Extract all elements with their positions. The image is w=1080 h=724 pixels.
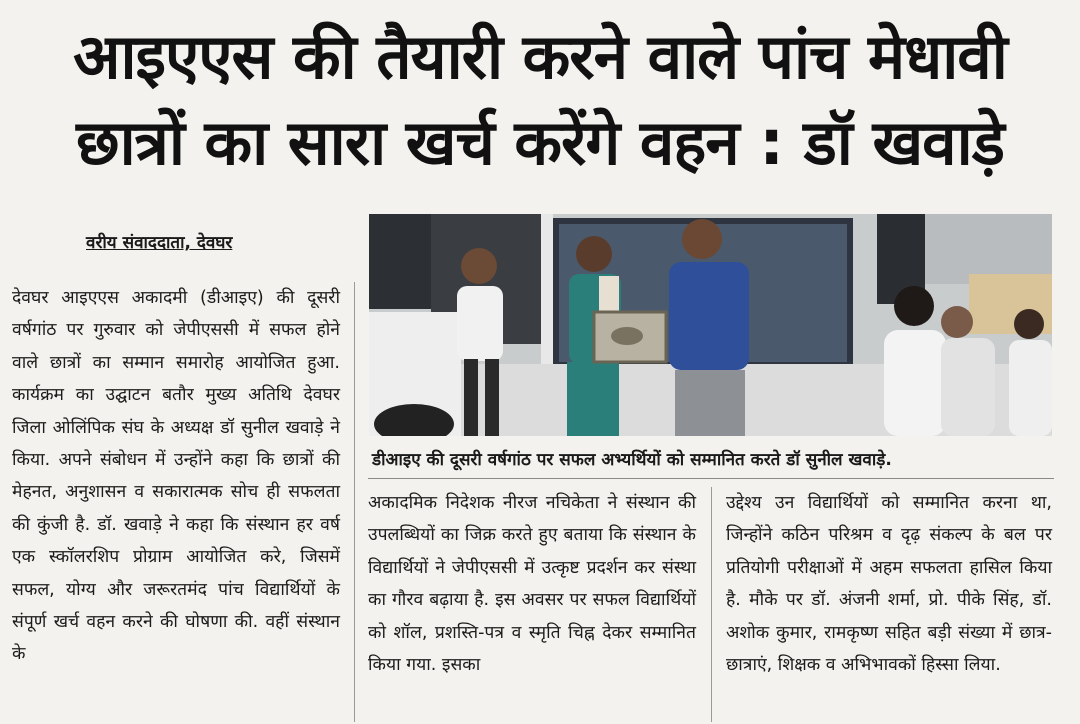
headline-line-2: छात्रों का सारा खर्च करेंगे वहन : डॉ खवाड़े <box>76 106 1004 179</box>
article-column-2-text: अकादमिक निदेशक नीरज नचिकेता ने संस्थान की उपलब्धियों का जिक्र करते हुए बताया कि संस्थान के विद्यार्थियों ने जेपीएससी में उत्कृष्ट प्रदर्शन कर संस्था का गौरव बढ़ाया है. इस अवसर पर सफल विद्यार्थियों को शॉल, प्रशस्ति-पत्र व स्मृति चिह्न देकर सम्मानित किया गया. इसका <box>368 493 696 676</box>
article-column-1-text: देवघर आइएएस अकादमी (डीआइए) की दूसरी वर्षगांठ पर गुरुवार को जेपीएससी में सफल होने वाले छात्रों का सम्मान समारोह आयोजित हुआ. कार्यक्रम का उद्घाटन बतौर मुख्य अतिथि देवघर जिला ओलिंपिक संघ के अध्यक्ष डॉ सुनील खवाड़े ने किया. अपने संबोधन में उन्होंने कहा कि छात्रों की मेहनत, अनुशासन व सकारात्मक सोच ही सफलता की कुंजी है. डॉ. खवाड़े ने कहा कि संस्थान हर वर्ष एक स्कॉलरशिप प्रोग्राम आयोजित करे, जिसमें सफल, योग्य और जरूरतमंद पांच विद्यार्थियों के संपूर्ण खर्च वहन करने की घोषणा की. वहीं संस्थान के <box>12 288 340 665</box>
photo-illustration <box>369 214 1052 436</box>
headline-line-1: आइएएस की तैयारी करने वाले पांच मेधावी <box>73 20 1007 93</box>
event-photo <box>369 214 1052 436</box>
photo-caption: डीआइए की दूसरी वर्षगांठ पर सफल अभ्यर्थियों को सम्मानित करते डॉ सुनील खवाड़े. <box>372 450 892 470</box>
headline <box>8 14 1072 186</box>
column-divider <box>711 487 712 722</box>
article-column-3 <box>726 487 1052 681</box>
article-column-1 <box>12 282 340 671</box>
article-column-2 <box>368 487 696 681</box>
column-divider <box>354 282 355 722</box>
article-column-3-text: उद्देश्य उन विद्यार्थियों को सम्मानित करना था, जिन्होंने कठिन परिश्रम व दृढ़ संकल्प के बल पर प्रतियोगी परीक्षाओं में अहम सफलता हासिल किया है. मौके पर डॉ. अंजनी शर्मा, प्रो. पीके सिंह, डॉ. अशोक कुमार, रामकृष्ण सहित बड़ी संख्या में छात्र-छात्राएं, शिक्षक व अभिभावकों हिस्सा लिया. <box>726 493 1052 676</box>
byline: वरीय संवाददाता, देवघर <box>86 233 233 253</box>
caption-rule <box>368 478 1054 479</box>
